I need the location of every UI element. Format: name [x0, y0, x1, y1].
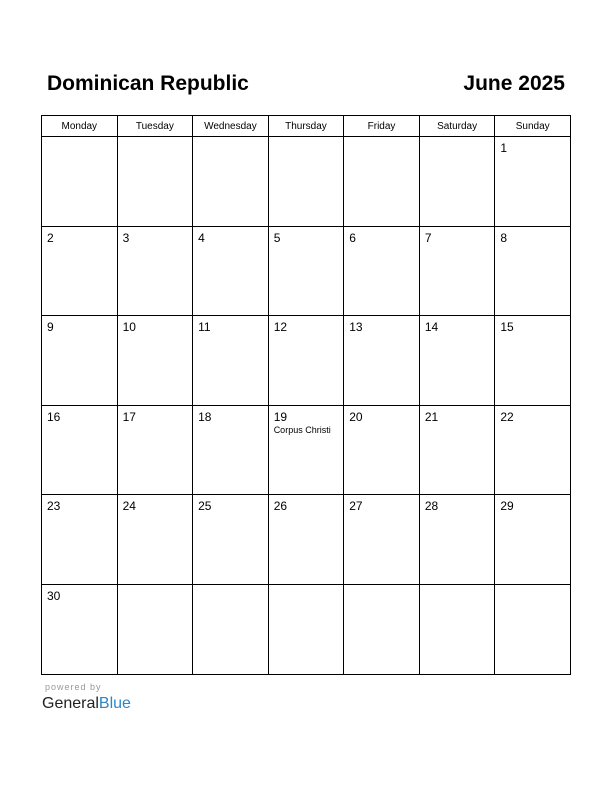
day-cell: [42, 137, 118, 227]
day-cell: [42, 584, 118, 674]
day-cell: [268, 584, 344, 674]
generalblue-logo[interactable]: [42, 694, 131, 714]
day-cell: [419, 405, 495, 495]
day-cell: [268, 137, 344, 227]
day-cell: [344, 405, 420, 495]
powered-by-label: powered by: [45, 682, 102, 692]
day-number: 29: [500, 499, 514, 514]
day-cell: [268, 405, 344, 495]
weekday-header: Saturday: [419, 116, 495, 137]
day-number: 25: [198, 499, 212, 514]
day-number: 27: [349, 499, 363, 514]
day-cell: [419, 226, 495, 316]
day-number: 1: [500, 141, 508, 155]
weekday-header: Tuesday: [117, 116, 193, 137]
day-cell: [193, 405, 269, 495]
day-cell: [344, 226, 420, 316]
day-cell: [268, 495, 344, 585]
day-number: 22: [500, 409, 514, 424]
day-cell: [193, 495, 269, 585]
day-cell: [268, 226, 344, 316]
day-cell: [42, 495, 118, 585]
day-number: 17: [122, 409, 136, 424]
day-number: 13: [349, 320, 363, 335]
day-cell: [117, 226, 193, 316]
day-number: 7: [424, 230, 432, 245]
day-number: 2: [47, 230, 54, 245]
day-cell: [344, 584, 420, 674]
day-cell: [419, 584, 495, 674]
day-number: 24: [122, 499, 136, 514]
weekday-header-row: [42, 116, 571, 137]
weekday-header: Thursday: [268, 116, 344, 137]
day-number: [420, 585, 495, 603]
day-number: 3: [122, 230, 130, 245]
day-number: [118, 137, 193, 155]
day-cell: [495, 226, 571, 316]
month-year-title: June 2025: [463, 72, 565, 95]
day-number: [118, 585, 193, 603]
day-number: 21: [424, 409, 439, 424]
day-number: [420, 137, 495, 155]
day-cell: [42, 405, 118, 495]
day-cell: [419, 137, 495, 227]
weekday-header: Sunday: [495, 116, 571, 137]
day-cell: [117, 584, 193, 674]
day-number: 30: [47, 588, 61, 603]
week-row: [42, 137, 571, 227]
day-cell: [117, 405, 193, 495]
week-row: [42, 405, 571, 495]
day-cell: [117, 316, 193, 406]
day-cell: [495, 316, 571, 406]
day-number: 23: [47, 499, 61, 514]
week-row: [42, 495, 571, 585]
day-cell: [344, 495, 420, 585]
weekday-header: Monday: [42, 116, 118, 137]
holiday-label: Corpus Christi: [273, 424, 331, 435]
day-cell: [268, 316, 344, 406]
day-number: 28: [424, 499, 439, 514]
day-cell: [193, 226, 269, 316]
weekday-header: Friday: [344, 116, 420, 137]
day-number: [344, 585, 419, 603]
brand-blue-text: Blue: [98, 695, 131, 712]
day-number: [269, 137, 344, 155]
day-number: 18: [198, 409, 212, 424]
day-number: 4: [198, 230, 205, 245]
day-number: 9: [47, 320, 54, 335]
week-row: [42, 584, 571, 674]
day-cell: [193, 584, 269, 674]
day-cell: [193, 316, 269, 406]
day-cell: [42, 226, 118, 316]
day-number: 11: [198, 320, 211, 335]
day-cell: [117, 495, 193, 585]
day-number: [42, 137, 117, 155]
weekday-header: Wednesday: [193, 116, 269, 137]
day-number: 14: [424, 320, 439, 335]
day-number: 6: [349, 230, 356, 245]
day-cell: [495, 495, 571, 585]
day-number: [344, 137, 419, 155]
brand-general-text: General: [42, 695, 99, 712]
day-cell: [193, 137, 269, 227]
day-number: 12: [273, 320, 288, 335]
day-cell: [42, 316, 118, 406]
calendar-grid: [41, 115, 571, 675]
day-cell: [495, 584, 571, 674]
week-row: [42, 226, 571, 316]
country-title: Dominican Republic: [47, 72, 249, 95]
day-number: [193, 137, 268, 155]
day-number: 16: [47, 409, 61, 424]
day-number: 10: [122, 320, 136, 335]
day-number: 20: [349, 409, 363, 424]
day-number: [495, 585, 570, 603]
day-number: 26: [273, 499, 288, 514]
day-cell: [419, 316, 495, 406]
day-cell: [495, 137, 571, 227]
day-cell: [117, 137, 193, 227]
day-number: 8: [500, 230, 508, 245]
week-row: [42, 316, 571, 406]
day-number: 19: [273, 409, 288, 424]
day-cell: [344, 137, 420, 227]
day-number: [193, 585, 268, 603]
day-number: [269, 585, 344, 603]
day-number: 15: [500, 320, 514, 335]
day-cell: [344, 316, 420, 406]
day-cell: [495, 405, 571, 495]
day-number: 5: [273, 230, 281, 245]
day-cell: [419, 495, 495, 585]
